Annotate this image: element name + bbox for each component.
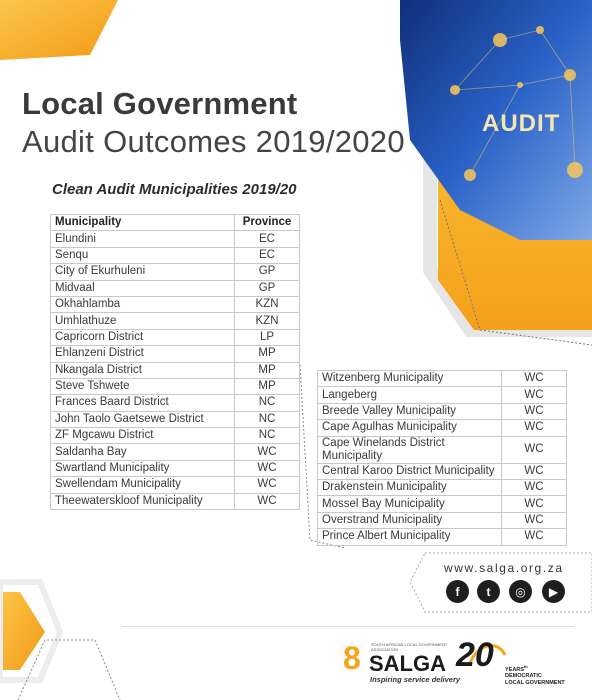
municipality-cell: Overstrand Municipality (318, 512, 502, 528)
municipality-cell: Midvaal (51, 280, 235, 296)
hero-audit-label: AUDIT (482, 110, 561, 137)
section-heading: Clean Audit Municipalities 2019/20 (52, 181, 297, 198)
province-cell: WC (502, 463, 567, 479)
province-cell: KZN (235, 313, 300, 329)
municipality-cell: Frances Baard District (51, 395, 235, 411)
municipality-cell: Swartland Municipality (51, 460, 235, 476)
province-cell: NC (235, 395, 300, 411)
facebook-icon[interactable]: f (446, 580, 469, 603)
municipality-cell: Breede Valley Municipality (318, 403, 502, 419)
province-cell: WC (502, 420, 567, 436)
municipality-cell: Mossel Bay Municipality (318, 496, 502, 512)
province-cell: WC (235, 444, 300, 460)
province-cell: GP (235, 264, 300, 280)
province-cell: WC (235, 477, 300, 493)
anniversary-logo-text: $YEARS^{th}$ DEMOCRATIC LOCAL GOVERNMENT (505, 664, 565, 686)
municipality-cell: Central Karoo District Municipality (318, 463, 502, 479)
salga-logo-mark: 8 (343, 640, 361, 676)
municipality-cell: Capricorn District (51, 329, 235, 345)
municipality-cell: Elundini (51, 231, 235, 247)
province-cell: WC (235, 493, 300, 509)
province-cell: WC (502, 479, 567, 495)
table-row (318, 371, 567, 387)
page-title: Local Government (22, 86, 298, 121)
municipality-cell: Witzenberg Municipality (318, 371, 502, 387)
municipalities-table-left (50, 214, 300, 510)
table-row (51, 395, 300, 411)
table-row (51, 362, 300, 378)
instagram-icon[interactable]: ◎ (509, 580, 532, 603)
municipalities-table-right (317, 370, 567, 546)
province-cell: WC (502, 436, 567, 463)
table-row (318, 403, 567, 419)
table-row (51, 428, 300, 444)
province-cell: NC (235, 411, 300, 427)
table-row (51, 280, 300, 296)
municipality-cell: Steve Tshwete (51, 378, 235, 394)
table-row (51, 313, 300, 329)
table-row (51, 329, 300, 345)
table-row (318, 512, 567, 528)
municipality-cell: Okhahlamba (51, 296, 235, 312)
table-row (318, 420, 567, 436)
table-row (51, 296, 300, 312)
column-header-province: Province (235, 215, 300, 231)
table-row (318, 479, 567, 495)
salga-tagline: Inspiring service delivery (370, 675, 461, 684)
table-row (51, 493, 300, 509)
municipality-cell: Swellendam Municipality (51, 477, 235, 493)
province-cell: WC (502, 387, 567, 403)
table-row (51, 411, 300, 427)
table-row (318, 463, 567, 479)
youtube-icon[interactable]: ▶ (542, 580, 565, 603)
table-row (318, 387, 567, 403)
municipality-cell: Senqu (51, 247, 235, 263)
table-row (318, 529, 567, 545)
table-row (318, 496, 567, 512)
province-cell: WC (502, 496, 567, 512)
province-cell: LP (235, 329, 300, 345)
municipality-cell: John Taolo Gaetsewe District (51, 411, 235, 427)
table-row (51, 346, 300, 362)
website-link[interactable]: www.salga.org.za (444, 561, 564, 575)
province-cell: MP (235, 362, 300, 378)
top-left-orange-shape (0, 0, 118, 60)
table-row (51, 378, 300, 394)
municipality-cell: City of Ekurhuleni (51, 264, 235, 280)
province-cell: MP (235, 346, 300, 362)
province-cell: KZN (235, 296, 300, 312)
municipality-cell: ZF Mgcawu District (51, 428, 235, 444)
column-header-municipality: Municipality (51, 215, 235, 231)
anniversary-logo-number: 20 (456, 636, 494, 674)
municipality-cell: Langeberg (318, 387, 502, 403)
anniversary-line1: DEMOCRATIC (505, 673, 542, 680)
anniversary-line2: LOCAL GOVERNMENT (505, 679, 565, 686)
twitter-icon[interactable]: t (477, 580, 500, 603)
salga-association-text: SOUTH AFRICAN LOCAL GOVERNMENT ASSOCIATION (371, 642, 448, 652)
province-cell: WC (235, 460, 300, 476)
province-cell: WC (502, 403, 567, 419)
province-cell: EC (235, 231, 300, 247)
table-row (51, 247, 300, 263)
municipality-cell: Umhlathuze (51, 313, 235, 329)
bottom-left-orange-shape (0, 592, 45, 670)
province-cell: EC (235, 247, 300, 263)
page-subtitle: Audit Outcomes 2019/2020 (22, 124, 405, 159)
table-row (318, 436, 567, 463)
province-cell: WC (502, 529, 567, 545)
table-row (51, 444, 300, 460)
salga-logo-wordmark: SALGA (369, 651, 446, 676)
table-row (51, 231, 300, 247)
municipality-cell: Cape Agulhas Municipality (318, 420, 502, 436)
anniversary-years: YEARS (505, 666, 524, 673)
municipality-cell: Saldanha Bay (51, 444, 235, 460)
province-cell: WC (502, 512, 567, 528)
province-cell: NC (235, 428, 300, 444)
footer-divider (122, 626, 574, 627)
municipality-cell: Cape Winelands District Municipality (318, 436, 502, 463)
municipality-cell: Nkangala District (51, 362, 235, 378)
municipality-cell: Drakenstein Municipality (318, 479, 502, 495)
table-header-row (51, 215, 300, 231)
table-row (51, 460, 300, 476)
province-cell: MP (235, 378, 300, 394)
table-row (51, 264, 300, 280)
table-row (51, 477, 300, 493)
province-cell: WC (502, 371, 567, 387)
province-cell: GP (235, 280, 300, 296)
municipality-cell: Ehlanzeni District (51, 346, 235, 362)
municipality-cell: Theewaterskloof Municipality (51, 493, 235, 509)
municipality-cell: Prince Albert Municipality (318, 529, 502, 545)
